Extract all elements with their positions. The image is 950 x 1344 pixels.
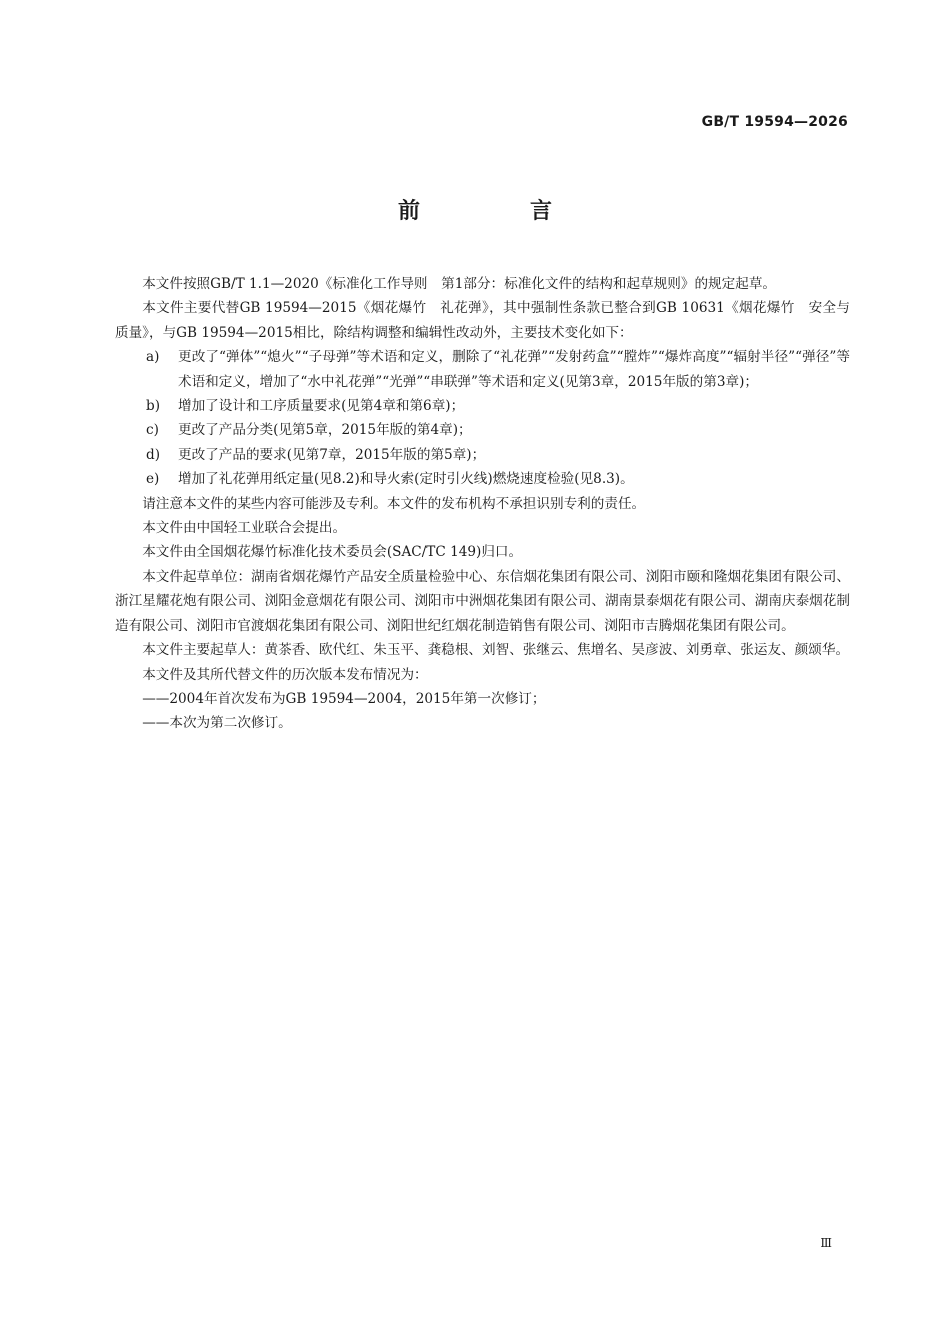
paragraph-drafting-units: 本文件起草单位：湖南省烟花爆竹产品安全质量检验中心、东信烟花集团有限公司、浏阳市颐和隆烟花集团有限公司、浙江星耀花炮有限公司、浏阳金意烟花有限公司、浏阳市中洲烟花集团有限公司、湖南景泰烟花有限公司、湖南庆泰烟花制造有限公司、浏阳市官渡烟花集团有限公司、浏阳世纪红烟花制造销售有限公司、浏阳市吉腾烟花集团有限公司。 [115,568,850,634]
list-item [115,467,850,491]
paragraph-history-intro: 本文件及其所代替文件的历次版本发布情况为： [142,666,428,683]
list-item [115,345,850,394]
list-item-text: 增加了设计和工序质量要求(见第4章和第6章)； [178,398,465,415]
list-item-text: 增加了礼花弹用纸定量(见8.2)和导火索(定时引火线)燃烧速度检验(见8.3)。 [178,471,634,488]
history-item: ——2004年首次发布为GB 19594—2004，2015年第一次修订； [142,690,546,707]
list-marker: e) [146,471,160,488]
list-marker: d) [146,446,161,463]
paragraph-proposer: 本文件由中国轻工业联合会提出。 [142,520,347,537]
history-item: ——本次为第二次修订。 [142,715,292,732]
list-marker: b) [146,398,161,415]
paragraph-drafting-rules: 本文件按照GB/T 1.1—2020《标准化工作导则 第1部分：标准化文件的结构和起草规则》的规定起草。 [142,276,777,292]
list-item [115,418,850,442]
list-marker: a) [146,349,160,366]
paragraph-drafters: 本文件主要起草人：黄茶香、欧代红、朱玉平、龚稳根、刘智、张继云、焦增名、吴彦波、刘勇章、张运友、颜颂华。 [142,642,850,659]
page-number: Ⅲ [820,1236,832,1250]
list-item [115,443,850,467]
paragraph-replacement: 本文件主要代替GB 19594—2015《烟花爆竹 礼花弹》，其中强制性条款已整合到GB 10631《烟花爆竹 安全与质量》，与GB 19594—2015相比，除结构调整和编辑性改动外，主要技术变化如下： [115,300,850,341]
list-item [115,394,850,418]
paragraph-patent-notice: 请注意本文件的某些内容可能涉及专利。本文件的发布机构不承担识别专利的责任。 [142,495,646,512]
document-body [115,272,850,736]
list-item-text: 更改了产品分类(见第5章，2015年版的第4章)； [178,422,472,439]
paragraph-committee: 本文件由全国烟花爆竹标准化技术委员会(SAC/TC 149)归口。 [142,544,523,561]
list-item-text: 更改了产品的要求(见第7章，2015年版的第5章)； [178,446,486,463]
list-marker: c) [146,422,159,439]
standard-code: GB/T 19594—2026 [701,114,848,130]
list-item-text: 更改了“弹体”“熄火”“子母弹”等术语和定义，删除了“礼花弹”“发射药盒”“膛炸”“爆炸高度”“辐射半径”“弹径”等术语和定义，增加了“水中礼花弹”“光弹”“串联弹”等术语和定义(见第3章，2015年版的第3章)； [178,349,850,390]
page-title: 前 言 [397,199,596,224]
